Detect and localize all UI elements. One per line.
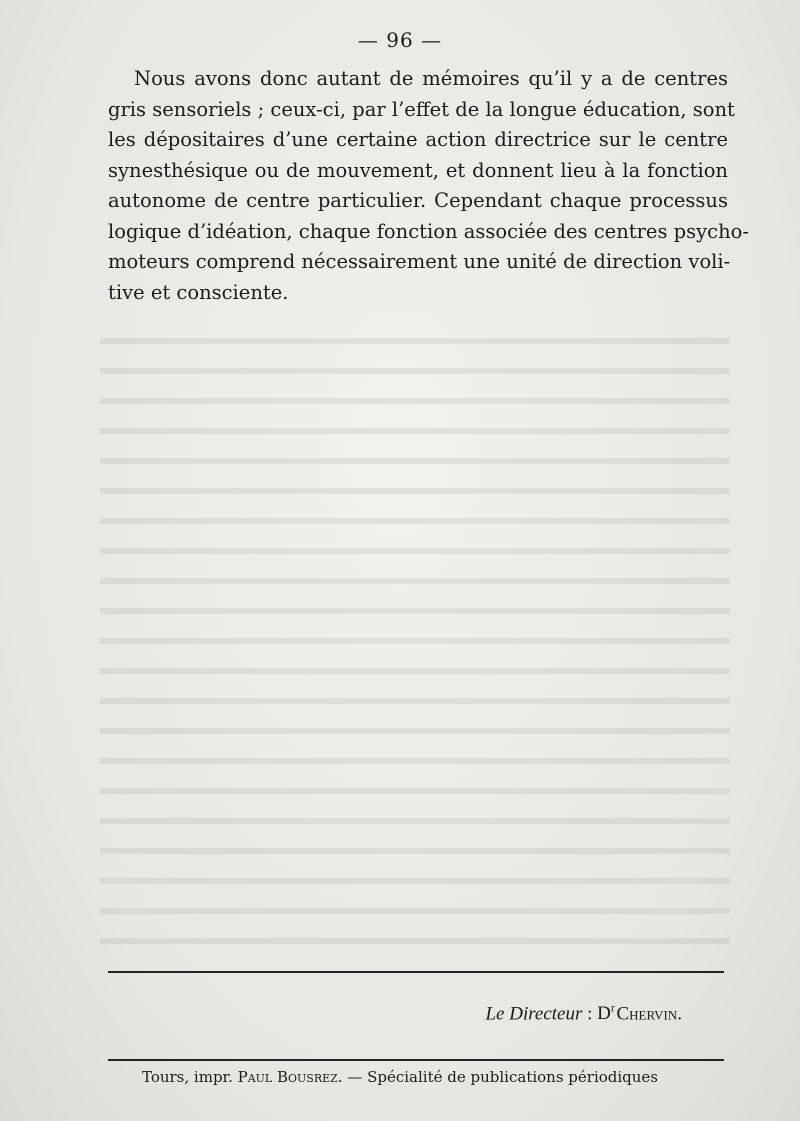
page-number: — 96 — bbox=[357, 28, 443, 52]
signature-line bbox=[485, 1001, 682, 1025]
imprint-rest: — Spécialité de publications périodiques bbox=[342, 1068, 659, 1086]
paragraph-line: gris sensoriels ; ceux-ci, par l’effet de la longue éducation, sont bbox=[108, 97, 735, 121]
signature-name: Chervin. bbox=[616, 1003, 682, 1025]
imprint-city: Tours, impr. bbox=[141, 1068, 238, 1086]
bleed-through-text bbox=[100, 320, 730, 960]
paragraph-line: autonome de centre particulier. Cependant chaque processus bbox=[108, 189, 728, 212]
signature-role: Le Directeur bbox=[485, 1003, 583, 1025]
paragraph-line: logique d’idéation, chaque fonction associée des centres psycho- bbox=[108, 219, 749, 243]
signature-separator: : bbox=[582, 1003, 598, 1025]
printer-imprint bbox=[0, 1068, 800, 1086]
signature-title: $D^r$ bbox=[597, 1001, 615, 1025]
paragraph-line: moteurs comprend nécessairement une unité de direction voli- bbox=[108, 250, 731, 273]
divider-rule-bottom bbox=[108, 1059, 724, 1061]
divider-rule bbox=[108, 971, 724, 973]
paragraph-line: tive et consciente. bbox=[108, 280, 289, 304]
paragraph-line: synesthésique ou de mouvement, et donnent lieu à la fonction bbox=[108, 158, 728, 182]
body-paragraph bbox=[108, 64, 749, 308]
imprint-printer: Paul Bousrez. bbox=[237, 1068, 343, 1086]
paragraph-line: Nous avons donc autant de mémoires qu’il y a de centres bbox=[134, 67, 728, 90]
paragraph-line: les dépositaires d’une certaine action directrice sur le centre bbox=[108, 128, 728, 151]
